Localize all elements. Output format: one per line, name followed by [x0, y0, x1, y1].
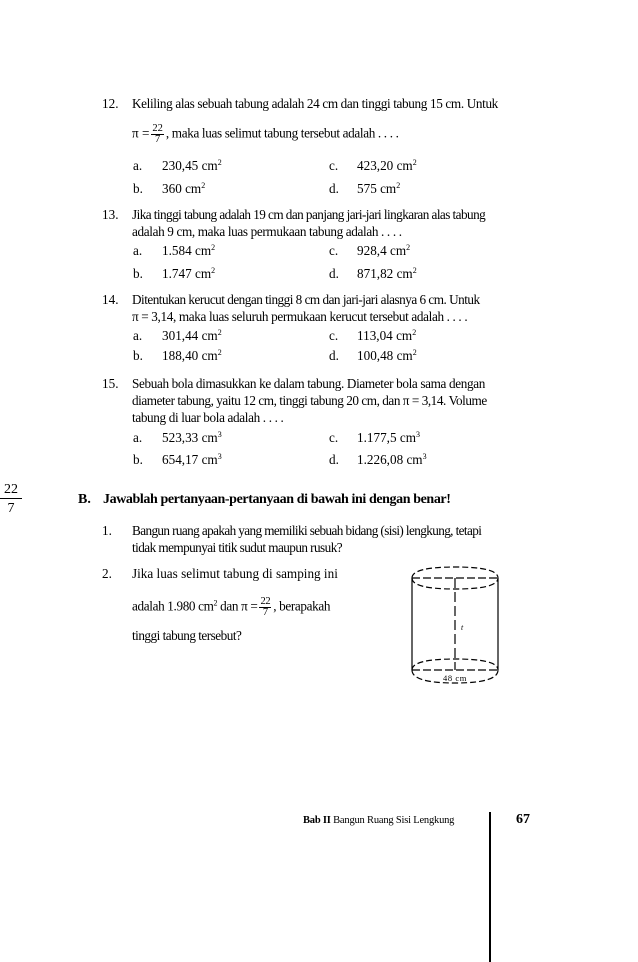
- q2-text-post: , berapakah: [273, 598, 331, 614]
- option-value: 230,45 $cm^2$: [162, 158, 222, 173]
- question-15-text-line3: tabung di luar bola adalah . . . .: [132, 410, 284, 425]
- q2-pi-fraction-num: 22: [260, 596, 271, 607]
- option-value: 188,40 $cm^2$: [162, 348, 222, 363]
- q2-pi-text: dan π =: [217, 598, 258, 614]
- option-value: 1.747 $cm^2$: [162, 266, 216, 281]
- option-value: 360 $cm^2$: [162, 181, 206, 196]
- option-letter: a.: [133, 243, 143, 258]
- question-15-text-line1: Sebuah bola dimasukkan ke dalam tabung. Diameter bola sama dengan: [132, 376, 485, 391]
- cylinder-height-label: t: [461, 623, 464, 632]
- question-13-text-line2: adalah 9 cm, maka luas permukaan tabung adalah . . . .: [132, 224, 402, 239]
- option-value: 100,48 $cm^2$: [357, 348, 417, 363]
- section-b-letter: B.: [78, 492, 91, 507]
- option-letter: b.: [133, 266, 143, 281]
- section-b-q1-line2: tidak mempunyai titik sudut maupun rusuk?: [132, 540, 343, 555]
- option-value: 1.177,5 $cm^3$: [357, 430, 420, 445]
- margin-fraction-num: 22: [0, 482, 22, 499]
- question-14-text-line2: π = 3,14, maka luas seluruh permukaan kerucut tersebut adalah . . . .: [132, 309, 468, 324]
- question-13-text-line1: Jika tinggi tabung adalah 19 cm dan panjang jari-jari lingkaran alas tabung: [132, 207, 486, 222]
- question-12-pi-line: [132, 124, 399, 145]
- option-letter: c.: [329, 243, 339, 258]
- section-b-q1-number: 1.: [102, 523, 112, 538]
- q2-pi-fraction-den: 7: [262, 607, 268, 618]
- section-b-q2-line2: [132, 597, 330, 618]
- pi-fraction-den: 7: [155, 134, 161, 145]
- option-letter: a.: [133, 430, 143, 445]
- section-b-q2-line1: Jika luas selimut tabung di samping ini: [132, 566, 338, 581]
- footer-vertical-rule: [489, 812, 491, 962]
- option-letter: c.: [329, 328, 339, 343]
- option-value: 654,17 $cm^3$: [162, 452, 222, 467]
- pi-fraction: [151, 124, 164, 145]
- question-15-text-line2: diameter tabung, yaitu 12 cm, tinggi tabung 20 cm, dan π = 3,14. Volume: [132, 393, 487, 408]
- section-b-q2-number: 2.: [102, 566, 112, 581]
- option-letter: a.: [133, 328, 143, 343]
- option-value: 423,20 $cm^2$: [357, 158, 417, 173]
- question-14-text-line1: Ditentukan kerucut dengan tinggi 8 cm dan jari-jari alasnya 6 cm. Untuk: [132, 292, 480, 307]
- option-letter: d.: [329, 181, 339, 196]
- question-12-number: 12.: [102, 96, 119, 111]
- section-b-q1-line1: Bangun ruang apakah yang memiliki sebuah bidang (sisi) lengkung, tetapi: [132, 523, 482, 538]
- question-14-number: 14.: [102, 292, 119, 307]
- option-value: 871,82 $cm^2$: [357, 266, 417, 281]
- section-b-q2-line3: tinggi tabung tersebut?: [132, 628, 242, 643]
- pi-label: π =: [132, 125, 150, 141]
- question-13-number: 13.: [102, 207, 119, 222]
- page-number: 67: [516, 812, 530, 827]
- section-b-title: Jawablah pertanyaan-pertanyaan di bawah ini dengan benar!: [103, 492, 451, 507]
- option-letter: b.: [133, 181, 143, 196]
- option-letter: c.: [329, 158, 339, 173]
- question-12-text-rest: , maka luas selimut tabung tersebut adalah . . . .: [165, 125, 399, 141]
- pi-fraction-num: 22: [152, 123, 163, 134]
- q2-area-text: adalah 1.980 cm: [132, 598, 214, 614]
- footer-chapter-text: Bangun Ruang Sisi Lengkung: [330, 815, 455, 826]
- option-letter: d.: [329, 348, 339, 363]
- option-value: 1.584 $cm^2$: [162, 243, 216, 258]
- cylinder-diameter-label: 48 cm: [443, 673, 468, 683]
- question-15-number: 15.: [102, 376, 119, 391]
- margin-fraction: [0, 482, 22, 516]
- margin-fraction-den: 7: [7, 501, 15, 516]
- question-12-text: Keliling alas sebuah tabung adalah 24 cm dan tinggi tabung 15 cm. Untuk: [132, 96, 498, 111]
- option-value: 575 $cm^2$: [357, 181, 401, 196]
- q2-pi-fraction: [259, 597, 271, 618]
- option-letter: d.: [329, 266, 339, 281]
- option-letter: b.: [133, 452, 143, 467]
- option-letter: d.: [329, 452, 339, 467]
- option-value: 301,44 $cm^2$: [162, 328, 222, 343]
- option-value: 113,04 $cm^2$: [357, 328, 417, 343]
- option-value: 523,33 $cm^3$: [162, 430, 222, 445]
- option-value: 1.226,08 $cm^3$: [357, 452, 427, 467]
- footer-chapter-bold: Bab II: [303, 815, 331, 826]
- cylinder-figure: [400, 560, 500, 695]
- footer-chapter: [303, 815, 454, 826]
- option-value: 928,4 $cm^2$: [357, 243, 411, 258]
- option-letter: c.: [329, 430, 339, 445]
- option-letter: b.: [133, 348, 143, 363]
- option-letter: a.: [133, 158, 143, 173]
- q2-area-sup: 2: [213, 598, 218, 608]
